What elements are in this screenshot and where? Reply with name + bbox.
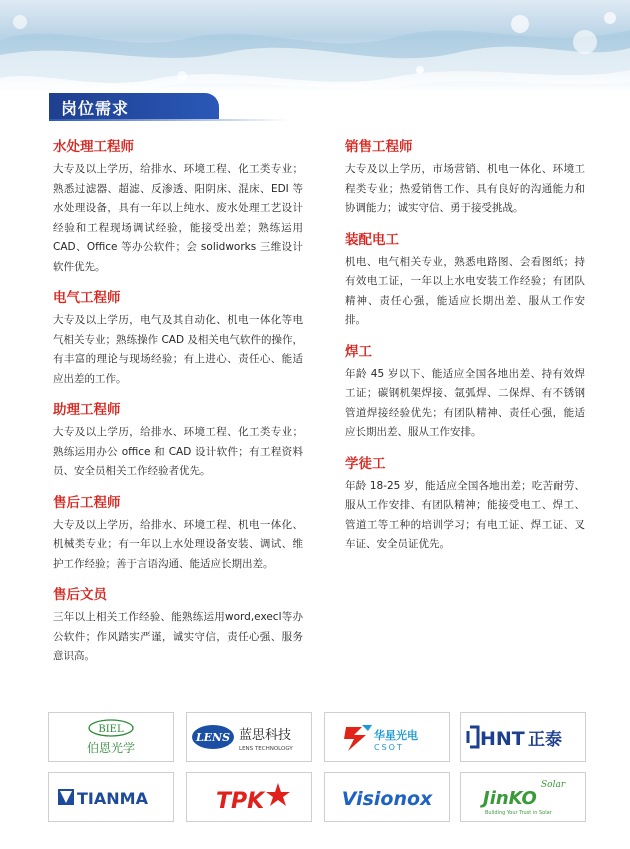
chint-logo-cn: 正泰 xyxy=(528,730,562,750)
logo-lens xyxy=(186,712,312,762)
water-header-banner xyxy=(0,0,630,92)
logo-tpk xyxy=(186,772,312,822)
lens-logo-cn: 蓝思科技 xyxy=(239,728,292,743)
logo-jinko xyxy=(460,772,586,822)
logo-tianma xyxy=(48,772,174,822)
left-job-column xyxy=(53,138,303,679)
job-description: 大专及以上学历，市场营销、机电一体化、环境工程类专业；热爱销售工作、具有良好的沟通能力和协调能力；诚实守信、勇于接受挑战。 xyxy=(345,163,585,214)
visionox-logo-text: Visionox xyxy=(341,788,433,810)
water-splash-graphic xyxy=(0,0,630,92)
job-title: 售后工程师 xyxy=(53,494,121,511)
job-title: 销售工程师 xyxy=(345,139,413,155)
csot-mark-icon xyxy=(344,727,366,751)
job-description: 大专及以上学历，给排水、环境工程、化工类专业；熟悉过滤器、超滤、反渗透、阳阴床、混床、EDI 等水处理设备，具有一年以上纯水、废水处理工艺设计经验和工程现场调试经验，能接受出差；熟练运用 CAD、Office 等办公软件；会 solidworks 三维设计软件优先。 xyxy=(53,163,303,273)
logo-csot xyxy=(324,712,450,762)
job-sales-engineer xyxy=(345,138,585,219)
job-description: 年龄 45 岁以下、能适应全国各地出差、持有效焊工证；碳钢机架焊接、氩弧焊、二保焊、有不锈钢管道焊接经验优先；有团队精神、责任心强，能适应长期出差、服从工作安排。 xyxy=(345,367,585,438)
job-electrical-engineer xyxy=(53,289,303,389)
job-welder xyxy=(345,343,585,443)
tpk-logo-text: TPK xyxy=(216,789,265,814)
job-description: 年龄 18-25 岁，能适应全国各地出差；吃苦耐劳、服从工作安排、有团队精神；能接受电工、焊工、管道工等工种的培训学习；有电工证、焊工证、叉车证、安全员证优先。 xyxy=(345,479,585,550)
csot-logo-cn: 华星光电 xyxy=(374,729,418,742)
logo-biel xyxy=(48,712,174,762)
right-job-column xyxy=(345,138,585,567)
job-after-sales-engineer xyxy=(53,494,303,575)
job-after-sales-clerk xyxy=(53,586,303,667)
job-description: 三年以上相关工作经验、能熟练运用word,execl等办公软件；作风踏实严谨，诚实守信，责任心强、服务意识高。 xyxy=(53,611,303,662)
job-title: 售后文员 xyxy=(53,587,107,603)
job-title: 装配电工 xyxy=(345,231,399,248)
chint-logo-text: HNT xyxy=(480,728,525,750)
job-title: 水处理工程师 xyxy=(53,139,134,155)
lens-logo-text: LENS xyxy=(195,731,231,744)
job-water-treatment-engineer xyxy=(53,138,303,277)
job-title: 助理工程师 xyxy=(53,402,121,418)
job-title: 电气工程师 xyxy=(53,290,121,306)
job-assistant-engineer xyxy=(53,401,303,482)
section-title: 岗位需求 xyxy=(61,99,130,118)
logo-chint xyxy=(460,712,586,762)
job-description: 机电、电气相关专业，熟悉电路图、会看图纸；持有效电工证，一年以上水电安装工作经验；有团队精神、责任心强，能适应长期出差、服从工作安排。 xyxy=(345,255,585,326)
tianma-logo-text: TIANMA xyxy=(77,789,148,808)
job-description: 大专及以上学历，电气及其自动化、机电一体化等电气相关专业；熟练操作 CAD 及相关电气软件的操作，有丰富的理论与现场经验；有上进心、责任心、能适应出差的工作。 xyxy=(53,314,303,385)
biel-logo-text: BIEL xyxy=(98,724,124,735)
job-title: 学徒工 xyxy=(345,455,386,472)
biel-logo-cn: 伯恩光学 xyxy=(86,741,136,755)
jinko-logo-text: JinKO xyxy=(483,788,537,809)
jinko-logo-solar: Solar xyxy=(541,780,566,790)
lens-logo-sub: LENS TECHNOLOGY xyxy=(239,746,293,752)
csot-logo-en: CSOT xyxy=(374,743,404,752)
tpk-star-icon xyxy=(266,783,290,806)
job-description: 大专及以上学历，给排水、环境工程、化工类专业；熟练运用办公 office 和 CAD 设计软件；有工程资料员、安全员相关工作经验者优先。 xyxy=(53,426,303,477)
job-apprentice xyxy=(345,455,585,555)
logo-visionox xyxy=(324,772,450,822)
section-title-bar xyxy=(49,93,219,119)
partner-logos-grid xyxy=(48,712,588,824)
jinko-logo-tagline: Building Your Trust in Solar xyxy=(485,810,552,816)
job-assembly-electrician xyxy=(345,231,585,331)
job-title: 焊工 xyxy=(345,343,372,360)
job-description: 大专及以上学历，给排水、环境工程、机电一体化、机械类专业；有一年以上水处理设备安装、调试、维护工作经验；善于言语沟通、能适应长期出差。 xyxy=(53,518,303,570)
title-underline xyxy=(49,119,289,121)
